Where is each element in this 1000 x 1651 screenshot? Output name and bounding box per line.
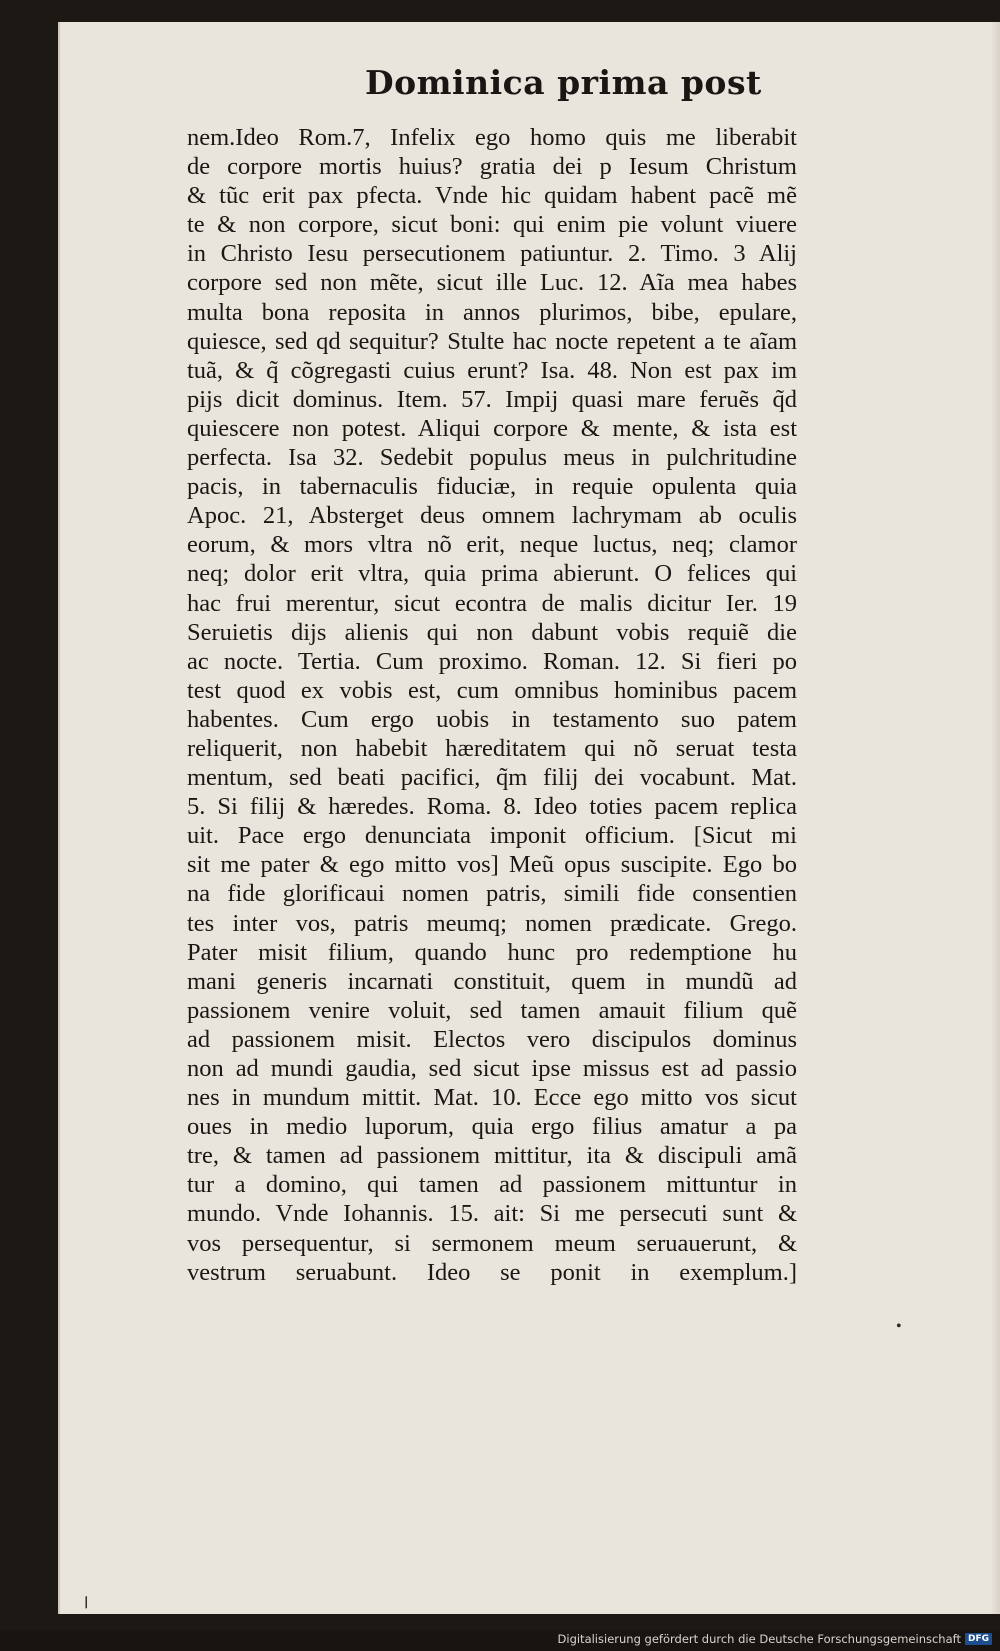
text-line: non ad mundi gaudia, sed sicut ipse missus est ad passio (187, 1055, 797, 1082)
text-line: reliquerit, non habebit hæreditatem qui nõ seruat testa (187, 734, 797, 762)
text-line: neq; dolor erit vltra, quia prima abierunt. O felices qui (187, 560, 797, 588)
text-line: vestrum seruabunt. Ideo se ponit in exemplum.] (187, 1258, 797, 1286)
text-line: tur a domino, qui tamen ad passionem mittuntur in (187, 1171, 797, 1199)
text-line: & tũc erit pax pfecta. Vnde hic quidam habent pacẽ mẽ (187, 182, 797, 210)
text-line: perfecta. Isa 32. Sedebit populus meus in pulchritudine (187, 444, 797, 472)
text-line: uit. Pace ergo denunciata imponit officium. [Sicut mi (187, 822, 797, 850)
text-line: oues in medio luporum, quia ergo filius amatur a pa (187, 1113, 797, 1141)
text-line: eorum, & mors vltra nõ erit, neque luctus, neq; clamor (187, 531, 797, 559)
text-line: de corpore mortis huius? gratia dei p Iesum Christum (187, 153, 797, 181)
corner-ink-mark: ꞁ (84, 1592, 89, 1609)
text-line: sit me pater & ego mitto vos] Meũ opus suscipite. Ego bo (187, 851, 797, 879)
text-line: habentes. Cum ergo uobis in testamento suo patem (187, 705, 797, 733)
text-line: ac nocte. Tertia. Cum proximo. Roman. 12. Si fieri po (187, 647, 797, 675)
main-text-block (187, 123, 797, 1287)
text-line: test quod ex vobis est, cum omnibus hominibus pacem (187, 676, 797, 704)
page-edge-shadow (992, 22, 1000, 1614)
text-line: nem.Ideo Rom.7, Infelix ego homo quis me liberabit (187, 124, 797, 151)
text-line: passionem venire voluit, sed tamen amauit filium quẽ (187, 996, 797, 1024)
text-line: te & non corpore, sicut boni: qui enim pie volunt viuere (187, 211, 797, 239)
text-line: mentum, sed beati pacifici, q̃m filij dei vocabunt. Mat. (187, 764, 797, 792)
text-line: multa bona reposita in annos plurimos, bibe, epulare, (187, 298, 797, 326)
dfg-logo: DFG (965, 1633, 992, 1645)
text-line: corpore sed non mẽte, sicut ille Luc. 12. Aĩa mea habes (187, 269, 797, 297)
text-line: mani generis incarnati constituit, quem in mundũ ad (187, 967, 797, 995)
text-line: in Christo Iesu persecutionem patiuntur. 2. Timo. 3 Alij (187, 240, 797, 268)
text-line: nes in mundum mittit. Mat. 10. Ecce ego mitto vos sicut (187, 1084, 797, 1112)
text-line: mundo. Vnde Iohannis. 15. ait: Si me persecuti sunt & (187, 1200, 797, 1228)
text-line: pijs dicit dominus. Item. 57. Impij quasi mare feruẽs q̃d (187, 385, 797, 413)
text-line: quiesce, sed qd sequitur? Stulte hac nocte repetent a te aĩam (187, 327, 797, 355)
text-line: quiescere non potest. Aliqui corpore & mente, & ista est (187, 414, 797, 442)
text-line: tuã, & q̃ cõgregasti cuius erunt? Isa. 48. Non est pax im (187, 356, 797, 384)
text-line: 5. Si filij & hæredes. Roma. 8. Ideo toties pacem replica (187, 793, 797, 821)
text-line: pacis, in tabernaculis fiduciæ, in requie opulenta quia (187, 473, 797, 501)
stray-ink-mark: • (896, 1318, 902, 1335)
text-line: Apoc. 21, Absterget deus omnem lachrymam ab oculis (187, 502, 797, 530)
running-head: Dominica prima post (365, 63, 762, 102)
text-line: vos persequentur, si sermonem meum seruauerunt, & (187, 1229, 797, 1257)
footer-credit-text: Digitalisierung gefördert durch die Deutsche Forschungsgemeinschaft (557, 1632, 961, 1646)
text-line: Pater misit filium, quando hunc pro redemptione hu (187, 938, 797, 966)
digitization-footer (558, 1631, 992, 1647)
text-line: tre, & tamen ad passionem mittitur, ita & discipuli amã (187, 1142, 797, 1170)
text-line: ad passionem misit. Electos vero discipulos dominus (187, 1025, 797, 1053)
text-line: tes inter vos, patris meumq; nomen prædicate. Grego. (187, 909, 797, 937)
text-line: na fide glorificaui nomen patris, simili fide consentien (187, 880, 797, 908)
text-line: hac frui merentur, sicut econtra de malis dicitur Ier. 19 (187, 589, 797, 617)
text-line: Seruietis dijs alienis qui non dabunt vobis requiẽ die (187, 618, 797, 646)
